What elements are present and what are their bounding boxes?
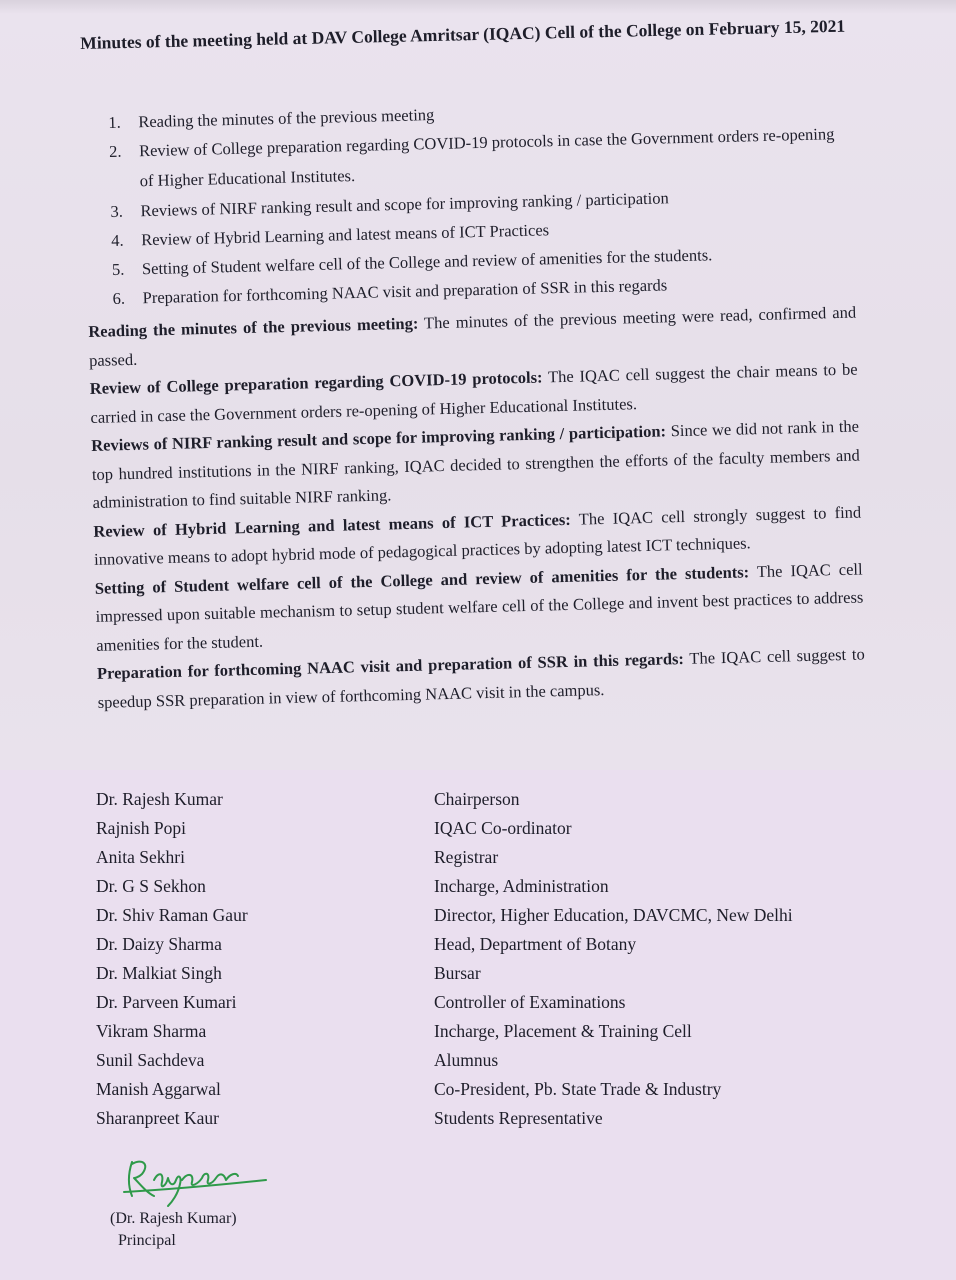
member-row [96,1075,856,1104]
agenda-number: 1. [108,112,121,132]
agenda-number: 5. [111,259,125,279]
member-row [96,1104,856,1133]
minutes-body [88,299,866,717]
agenda-number: 3. [110,201,124,221]
member-name: Anita Sekhri [96,847,185,867]
member-role: Incharge, Administration [434,876,609,896]
agenda-text: Reviews of NIRF ranking result and scope for improving ranking / participation [140,188,669,221]
section-text: The minutes of the previous meeting were read, confirmed and passed. [88,302,857,370]
member-name: Sunil Sachdeva [96,1050,205,1070]
member-role: Director, Higher Education, DAVCMC, New Delhi [434,905,793,925]
member-name: Rajnish Popi [96,818,186,838]
agenda-number: 2. [108,141,122,161]
member-role: Bursar [434,963,481,983]
member-role: Chairperson [434,789,520,809]
member-row [96,1046,856,1075]
member-role: Students Representative [434,1108,603,1128]
section-heading: Review of College preparation regarding COVID-19 protocols: [89,367,543,398]
member-name: Dr. Parveen Kumari [96,992,237,1012]
handwritten-signature [120,1150,270,1210]
member-row [96,959,856,988]
member-row [96,814,856,843]
member-name: Vikram Sharma [96,1021,207,1041]
member-row [96,930,856,959]
agenda-list [108,90,853,313]
agenda-text: Preparation for forthcoming NAAC visit and preparation of SSR in this regards [142,275,668,308]
member-row [96,901,856,930]
section-heading: Setting of Student welfare cell of the College and review of amenities for the students: [94,561,750,598]
member-role: IQAC Co-ordinator [434,818,572,838]
members-list [96,785,856,1133]
member-name: Dr. Shiv Raman Gaur [96,905,248,925]
signatory-name: (Dr. Rajesh Kumar) [110,1210,237,1227]
section-text: The IQAC cell suggest to speedup SSR preparation in view of forthcoming NAAC visit in the campus. [97,644,865,712]
member-role: Controller of Examinations [434,992,626,1012]
member-name: Sharanpreet Kaur [96,1108,219,1128]
section-text: The IQAC cell strongly suggest to find innovative means to adopt hybrid mode of pedagogical practices by adopting latest ICT techniques. [93,502,862,569]
agenda-number: 4. [111,230,124,250]
member-name: Manish Aggarwal [96,1079,221,1099]
document-title: Minutes of the meeting held at DAV College Amritsar (IQAC) Cell of the College on February 15, 2021 [80,15,846,53]
section-heading: Review of Hybrid Learning and latest means of ICT Practices: [93,509,572,541]
section-heading: Reading the minutes of the previous meeting: [88,313,419,341]
member-row [96,872,856,901]
member-role: Incharge, Placement & Training Cell [434,1021,692,1041]
section-text: The IQAC cell suggest the chair means to be carried in case the Government orders re-opening of Higher Educational Institutes. [90,359,858,427]
agenda-text: Reading the minutes of the previous meeting [138,105,435,132]
section-heading: Reviews of NIRF ranking result and scope for improving ranking / participation: [90,421,667,455]
section-text: Since we did not rank in the top hundred institutions in the NIRF ranking, IQAC decided to strengthen the efforts of the faculty members and administration to find suitable NIRF ranking. [91,416,860,512]
section-text: The IQAC cell impressed upon suitable mechanism to setup student welfare cell of the College and invent best practices to address amenities for the student. [95,558,864,655]
member-row [96,785,856,814]
member-row [96,843,856,872]
page-shadow-edge [0,0,956,14]
section-heading: Preparation for forthcoming NAAC visit and preparation of SSR in this regards: [96,649,685,683]
member-role: Registrar [434,847,499,867]
member-role: Head, Department of Botany [434,934,637,954]
member-role: Co-President, Pb. State Trade & Industry [434,1079,722,1099]
agenda-text: Setting of Student welfare cell of the College and review of amenities for the students. [141,245,713,279]
member-row [96,1017,856,1046]
member-name: Dr. G S Sekhon [96,876,206,896]
agenda-text: Review of Hybrid Learning and latest means of ICT Practices [140,220,550,250]
member-row [96,988,856,1017]
member-role: Alumnus [434,1050,499,1070]
member-name: Dr. Malkiat Singh [96,963,222,983]
agenda-number: 6. [112,288,126,308]
member-name: Dr. Daizy Sharma [96,934,222,954]
member-name: Dr. Rajesh Kumar [96,789,223,809]
signatory-title: Principal [118,1232,176,1249]
agenda-text: Review of College preparation regarding COVID-19 protocols in case the Government orders re-opening of Higher Educational Institutes. [138,124,835,191]
